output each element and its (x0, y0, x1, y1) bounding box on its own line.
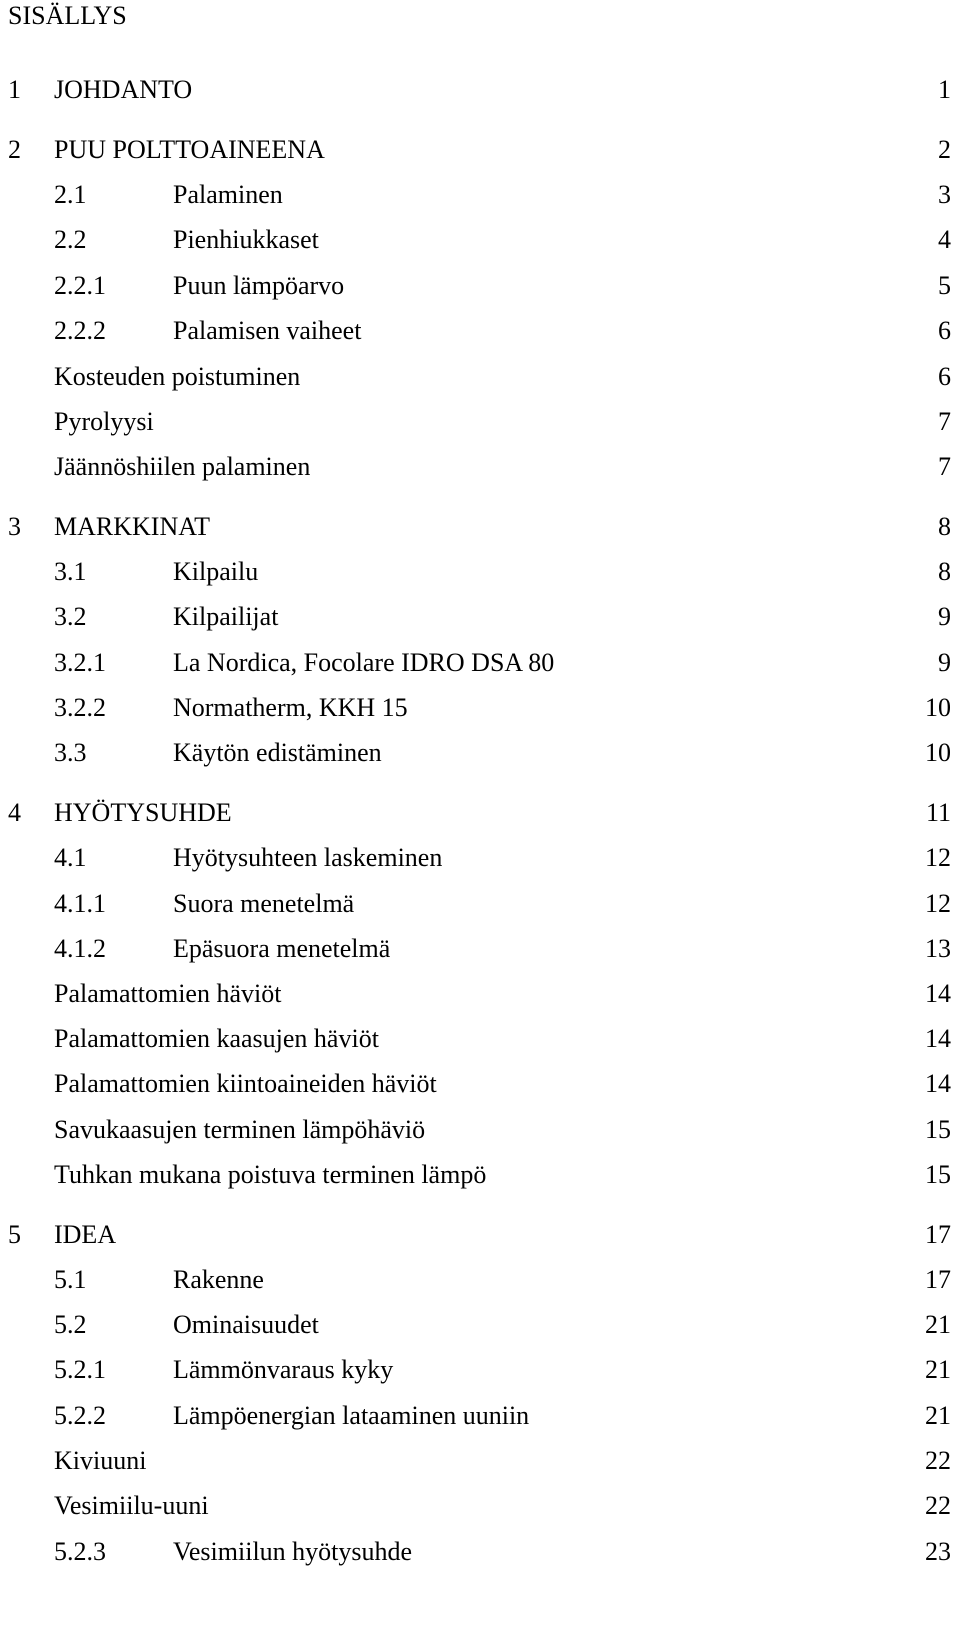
toc-entry (0, 1490, 960, 1522)
toc-entry (0, 1309, 960, 1341)
toc-entry (0, 647, 960, 679)
toc-entry (0, 1219, 960, 1251)
toc-entry-page-number: 9 (938, 648, 951, 677)
toc-entry-title: Palamisen vaiheet (173, 316, 362, 345)
toc-entry (0, 842, 960, 874)
toc-entry-page-number: 21 (925, 1310, 951, 1339)
toc-entry (0, 451, 960, 483)
toc-entry-title: Normatherm, KKH 15 (173, 693, 408, 722)
toc-entry (0, 1114, 960, 1146)
toc-entry-title: PUU POLTTOAINEENA (54, 135, 325, 164)
toc-entry (0, 601, 960, 633)
toc-entry-title: Tuhkan mukana poistuva terminen lämpö (54, 1160, 487, 1189)
toc-entry (0, 1023, 960, 1055)
toc-entry-number: 4.1 (54, 843, 87, 872)
toc-entry-title: IDEA (54, 1220, 117, 1249)
toc-entry-page-number: 13 (925, 934, 951, 963)
toc-entry (0, 1068, 960, 1100)
toc-entry-page-number: 12 (925, 843, 951, 872)
toc-entry-number: 3 (8, 512, 21, 541)
toc-entry-title: Lämpöenergian lataaminen uuniin (173, 1401, 530, 1430)
toc-entry-page-number: 14 (925, 1024, 951, 1053)
toc-entry-page-number: 9 (938, 602, 951, 631)
toc-entry-number: 3.2 (54, 602, 87, 631)
toc-entry (0, 978, 960, 1010)
toc-entry-title: Savukaasujen terminen lämpöhäviö (54, 1115, 426, 1144)
toc-entry-page-number: 6 (938, 316, 951, 345)
toc-entry-page-number: 5 (938, 271, 951, 300)
toc-title: SISÄLLYS (8, 1, 127, 30)
toc-entry-title: Kiviuuni (54, 1446, 147, 1475)
toc-entry-number: 1 (8, 75, 21, 104)
toc-entry-page-number: 22 (925, 1491, 951, 1520)
toc-entry-page-number: 1 (938, 75, 951, 104)
toc-entry-number: 3.2.2 (54, 693, 106, 722)
toc-entry-number: 3.1 (54, 557, 87, 586)
toc-entry-page-number: 17 (925, 1265, 951, 1294)
toc-entry (0, 134, 960, 166)
toc-entry (0, 315, 960, 347)
toc-entry-number: 5.2.1 (54, 1355, 106, 1384)
toc-entry-title: Kosteuden poistuminen (54, 362, 301, 391)
toc-entry-page-number: 4 (938, 225, 951, 254)
toc-entry-number: 2 (8, 135, 21, 164)
toc-entry-number: 2.1 (54, 180, 87, 209)
toc-entry-title: Puun lämpöarvo (173, 271, 345, 300)
toc-entry (0, 692, 960, 724)
toc-entry-page-number: 6 (938, 362, 951, 391)
toc-entry (0, 179, 960, 211)
toc-entry-title: Lämmönvaraus kyky (173, 1355, 394, 1384)
toc-entry-page-number: 3 (938, 180, 951, 209)
toc-entry (0, 737, 960, 769)
toc-entry-number: 4.1.2 (54, 934, 106, 963)
toc-entry (0, 1264, 960, 1296)
toc-entry-title: Hyötysuhteen laskeminen (173, 843, 443, 872)
toc-entry-title: Palaminen (173, 180, 283, 209)
toc-entry-title: JOHDANTO (54, 75, 193, 104)
toc-entry-number: 2.2.2 (54, 316, 106, 345)
toc-entry-number: 5.2.3 (54, 1537, 106, 1566)
toc-entry-number: 5.2.2 (54, 1401, 106, 1430)
toc-entry (0, 224, 960, 256)
toc-entry-page-number: 15 (925, 1115, 951, 1144)
toc-entry (0, 1536, 960, 1568)
toc-entry-page-number: 8 (938, 557, 951, 586)
toc-entry-title: Pyrolyysi (54, 407, 154, 436)
toc-entry (0, 74, 960, 106)
toc-entry (0, 797, 960, 829)
toc-entry (0, 1354, 960, 1386)
toc-entry-number: 2.2.1 (54, 271, 106, 300)
toc-entry-title: HYÖTYSUHDE (54, 798, 232, 827)
toc-entry-page-number: 22 (925, 1446, 951, 1475)
toc-entry (0, 1400, 960, 1432)
toc-entry (0, 270, 960, 302)
toc-entry-number: 3.2.1 (54, 648, 106, 677)
toc-entry (0, 1159, 960, 1191)
toc-entry-page-number: 17 (925, 1220, 951, 1249)
toc-entry-page-number: 7 (938, 407, 951, 436)
toc-entry-page-number: 14 (925, 979, 951, 1008)
toc-entry-title: MARKKINAT (54, 512, 210, 541)
toc-entry-page-number: 21 (925, 1355, 951, 1384)
toc-entry-title: Palamattomien kaasujen häviöt (54, 1024, 379, 1053)
toc-entry-title: Käytön edistäminen (173, 738, 382, 767)
toc-entry-title: Rakenne (173, 1265, 264, 1294)
toc-entry-number: 3.3 (54, 738, 87, 767)
toc-entry-title: Palamattomien häviöt (54, 979, 282, 1008)
toc-entry (0, 556, 960, 588)
toc-entry-title: La Nordica, Focolare IDRO DSA 80 (173, 648, 555, 677)
toc-entry-page-number: 7 (938, 452, 951, 481)
toc-entry-title: Ominaisuudet (173, 1310, 319, 1339)
toc-entry-title: Kilpailu (173, 557, 259, 586)
toc-entry (0, 406, 960, 438)
toc-entry-page-number: 23 (925, 1537, 951, 1566)
toc-entry-number: 5.2 (54, 1310, 87, 1339)
toc-entry (0, 1445, 960, 1477)
toc-entry-title: Vesimiilu-uuni (54, 1491, 209, 1520)
toc-entry (0, 361, 960, 393)
toc-entry-page-number: 2 (938, 135, 951, 164)
toc-entry-number: 4 (8, 798, 21, 827)
toc-entry-title: Pienhiukkaset (173, 225, 319, 254)
toc-entry-title: Jäännöshiilen palaminen (54, 452, 311, 481)
toc-entry-title: Vesimiilun hyötysuhde (173, 1537, 413, 1566)
toc-entry-title: Suora menetelmä (173, 889, 355, 918)
toc-entry (0, 511, 960, 543)
toc-entry-title: Epäsuora menetelmä (173, 934, 391, 963)
toc-entry-page-number: 8 (938, 512, 951, 541)
toc-entry-number: 4.1.1 (54, 889, 106, 918)
toc-entry-page-number: 21 (925, 1401, 951, 1430)
toc-entry-page-number: 15 (925, 1160, 951, 1189)
toc-entry-page-number: 12 (925, 889, 951, 918)
toc-entry-page-number: 14 (925, 1069, 951, 1098)
toc-entry-number: 2.2 (54, 225, 87, 254)
toc-entry-number: 5.1 (54, 1265, 87, 1294)
toc-entry-page-number: 10 (925, 693, 951, 722)
toc-entry (0, 933, 960, 965)
toc-entry-page-number: 10 (925, 738, 951, 767)
toc-entry (0, 888, 960, 920)
toc-entry-title: Palamattomien kiintoaineiden häviöt (54, 1069, 437, 1098)
toc-entry-title: Kilpailijat (173, 602, 279, 631)
toc-entry-number: 5 (8, 1220, 21, 1249)
toc-entry-page-number: 11 (925, 798, 951, 827)
